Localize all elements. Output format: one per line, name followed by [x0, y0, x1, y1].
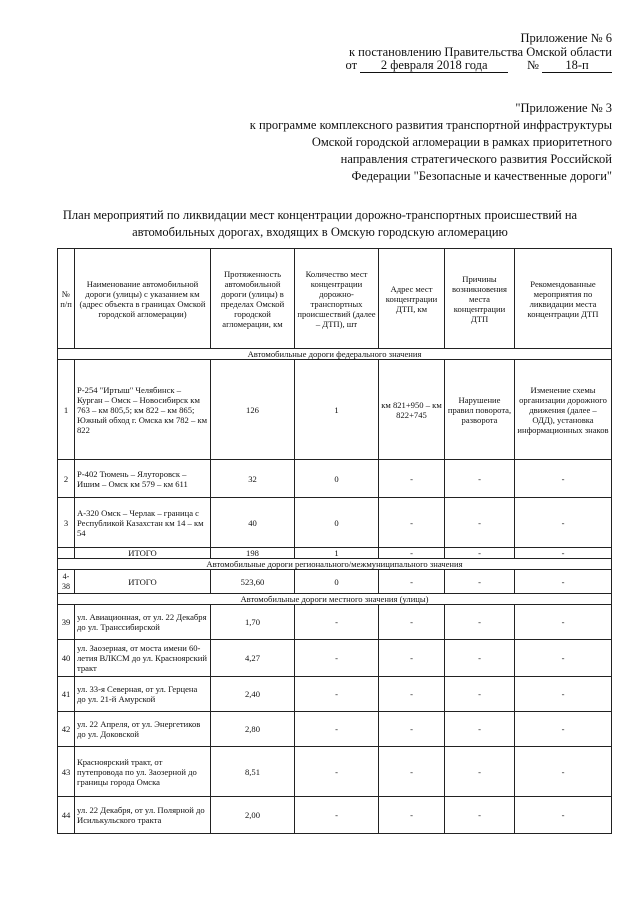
total-address: - — [379, 548, 445, 559]
row-number: 41 — [58, 677, 75, 712]
dtp-address: - — [379, 712, 445, 747]
plan-title-line: автомобильных дорогах, входящих в Омскую городскую агломерацию — [132, 225, 508, 239]
row-number: 3 — [58, 498, 75, 548]
dtp-measure: Изменение схемы организации дорожного движения (далее – ОДД), установка информационных знаков — [515, 360, 612, 460]
dtp-count: - — [295, 747, 379, 797]
dtp-measure: - — [515, 640, 612, 677]
row-number: 43 — [58, 747, 75, 797]
dtp-measure: - — [515, 747, 612, 797]
dtp-address: - — [379, 677, 445, 712]
table-row — [58, 712, 612, 747]
dtp-measure: - — [515, 677, 612, 712]
road-name: А-320 Омск – Черлак – граница с Республикой Казахстан км 14 – км 54 — [75, 498, 211, 548]
table-header-row — [58, 249, 612, 349]
dtp-address: - — [379, 498, 445, 548]
dtp-count: - — [295, 712, 379, 747]
total-count: 1 — [295, 548, 379, 559]
total-measure: - — [515, 570, 612, 594]
row-number: 40 — [58, 640, 75, 677]
dtp-cause: - — [445, 605, 515, 640]
total-count: 0 — [295, 570, 379, 594]
road-length: 2,40 — [211, 677, 295, 712]
dtp-cause: Нарушение правил поворота, разворота — [445, 360, 515, 460]
road-name: ул. 33-я Северная, от ул. Герцена до ул. 21-й Амурской — [75, 677, 211, 712]
col-header-measures: Рекомендованные мероприятия по ликвидации места концентрации ДТП — [515, 249, 612, 349]
dtp-count: - — [295, 797, 379, 834]
table-row — [58, 360, 612, 460]
table-row — [58, 797, 612, 834]
row-number: 4-38 — [58, 570, 75, 594]
road-length: 4,27 — [211, 640, 295, 677]
plan-title — [40, 207, 600, 241]
section-row-federal — [58, 349, 612, 360]
road-length: 8,51 — [211, 747, 295, 797]
dtp-count: - — [295, 605, 379, 640]
number-label: № — [526, 58, 539, 72]
table-row — [58, 677, 612, 712]
from-label: от — [345, 58, 358, 72]
appendix-3-line: Омской городской агломерации в рамках приоритетного — [311, 135, 612, 149]
row-number: 44 — [58, 797, 75, 834]
road-name: ул. Авиационная, от ул. 22 Декабря до ул. Транссибирской — [75, 605, 211, 640]
section-row-regional — [58, 559, 612, 570]
total-length: 523,60 — [211, 570, 295, 594]
appendix-3-line: "Приложение № 3 — [515, 101, 612, 115]
plan-title-line: План мероприятий по ликвидации мест концентрации дорожно-транспортных происшествий на — [62, 208, 578, 222]
appendix-6-subtitle: к постановлению Правительства Омской области — [348, 45, 612, 59]
plan-table — [57, 248, 612, 834]
table-row — [58, 498, 612, 548]
appendix-3-line: направления стратегического развития Российской — [340, 152, 612, 166]
dtp-cause: - — [445, 677, 515, 712]
dtp-address: - — [379, 640, 445, 677]
decree-number: 18-п — [542, 58, 612, 73]
dtp-cause: - — [445, 640, 515, 677]
col-header-address: Адрес мест концентрации ДТП, км — [379, 249, 445, 349]
dtp-count: - — [295, 677, 379, 712]
road-length: 2,00 — [211, 797, 295, 834]
dtp-count: 0 — [295, 460, 379, 498]
dtp-measure: - — [515, 605, 612, 640]
row-number: 39 — [58, 605, 75, 640]
dtp-cause: - — [445, 797, 515, 834]
section-label: Автомобильные дороги местного значения (улицы) — [58, 594, 612, 605]
dtp-measure: - — [515, 797, 612, 834]
dtp-count: - — [295, 640, 379, 677]
total-label: ИТОГО — [75, 570, 211, 594]
dtp-measure: - — [515, 460, 612, 498]
row-number: 42 — [58, 712, 75, 747]
dtp-address: км 821+950 – км 822+745 — [379, 360, 445, 460]
section-row-local — [58, 594, 612, 605]
total-length: 198 — [211, 548, 295, 559]
row-number: 2 — [58, 460, 75, 498]
col-header-count: Количество мест концентрации дорожно-транспортных происшествий (далее – ДТП), шт — [295, 249, 379, 349]
road-length: 1,70 — [211, 605, 295, 640]
regional-total-row — [58, 570, 612, 594]
appendix-3-line: Федерации "Безопасные и качественные дороги" — [351, 169, 612, 183]
total-label: ИТОГО — [75, 548, 211, 559]
total-cause: - — [445, 548, 515, 559]
total-address: - — [379, 570, 445, 594]
section-label: Автомобильные дороги регионального/межмуниципального значения — [58, 559, 612, 570]
total-measure: - — [515, 548, 612, 559]
road-length: 126 — [211, 360, 295, 460]
col-header-length: Протяженность автомобильной дороги (улицы) в пределах Омской городской агломерации, км — [211, 249, 295, 349]
dtp-address: - — [379, 460, 445, 498]
decree-date: 2 февраля 2018 года — [360, 58, 508, 73]
dtp-address: - — [379, 605, 445, 640]
table-row — [58, 640, 612, 677]
appendix-3-block — [250, 100, 612, 185]
federal-total-row — [58, 548, 612, 559]
table-row — [58, 605, 612, 640]
col-header-causes: Причины возникновения места концентрации ДТП — [445, 249, 515, 349]
road-length: 40 — [211, 498, 295, 548]
road-name: ул. 22 Апреля, от ул. Энергетиков до ул. Доковской — [75, 712, 211, 747]
dtp-cause: - — [445, 712, 515, 747]
appendix-3-line: к программе комплексного развития транспортной инфраструктуры — [249, 118, 612, 132]
road-name: Красноярский тракт, от путепровода по ул. Заозерной до границы города Омска — [75, 747, 211, 797]
total-cause: - — [445, 570, 515, 594]
appendix-6-date-line — [346, 58, 613, 73]
col-header-number: № п/п — [58, 249, 75, 349]
road-length: 2,80 — [211, 712, 295, 747]
appendix-6-title: Приложение № 6 — [520, 31, 612, 45]
dtp-measure: - — [515, 712, 612, 747]
dtp-cause: - — [445, 498, 515, 548]
dtp-cause: - — [445, 747, 515, 797]
road-name: Р-402 Тюмень – Ялуторовск – Ишим – Омск км 579 – км 611 — [75, 460, 211, 498]
dtp-count: 1 — [295, 360, 379, 460]
row-number — [58, 548, 75, 559]
table-row — [58, 747, 612, 797]
dtp-measure: - — [515, 498, 612, 548]
dtp-address: - — [379, 747, 445, 797]
road-name: ул. Заозерная, от моста имени 60-летия ВЛКСМ до ул. Красноярский тракт — [75, 640, 211, 677]
col-header-road-name: Наименование автомобильной дороги (улицы) с указанием км (адрес объекта в границах Омской городской агломерации) — [75, 249, 211, 349]
dtp-cause: - — [445, 460, 515, 498]
section-label: Автомобильные дороги федерального значения — [58, 349, 612, 360]
road-length: 32 — [211, 460, 295, 498]
dtp-address: - — [379, 797, 445, 834]
dtp-count: 0 — [295, 498, 379, 548]
road-name: Р-254 "Иртыш" Челябинск – Курган – Омск – Новосибирск км 763 – км 805,5; км 822 – км 865; Южный обход г. Омска км 782 – км 822 — [75, 360, 211, 460]
row-number: 1 — [58, 360, 75, 460]
table-row — [58, 460, 612, 498]
road-name: ул. 22 Декабря, от ул. Полярной до Исилькульского тракта — [75, 797, 211, 834]
